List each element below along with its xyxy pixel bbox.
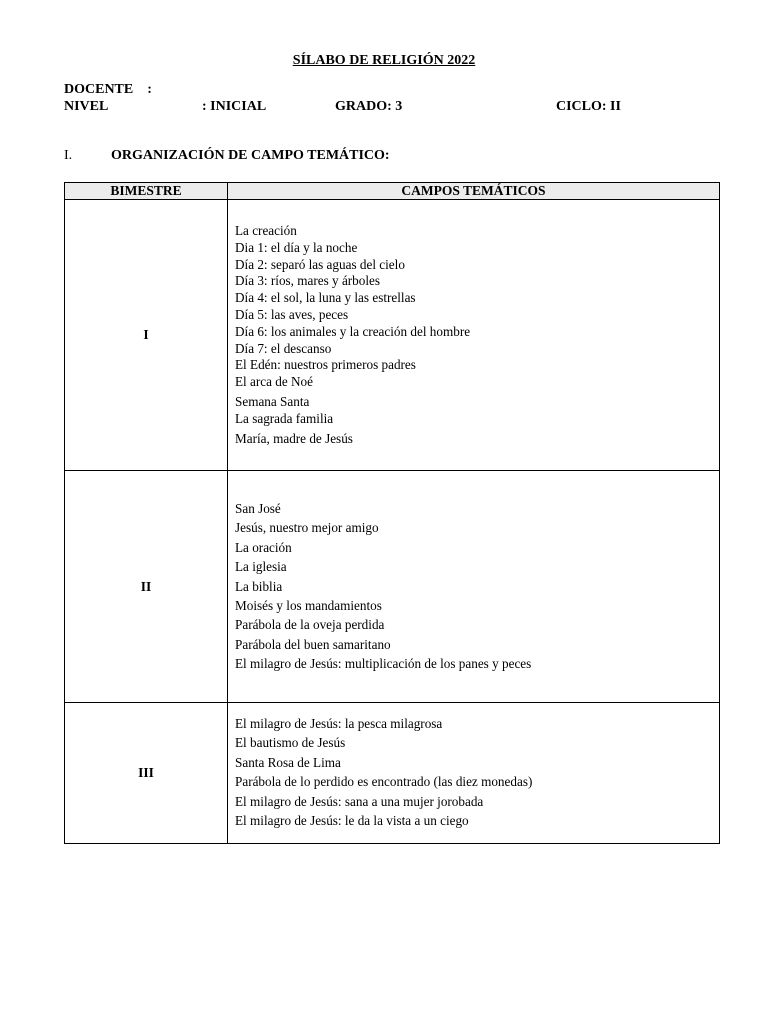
list-item: El Edén: nuestros primeros padres <box>235 357 416 373</box>
table-row <box>65 200 720 471</box>
list-item: Día 7: el descanso <box>235 340 332 356</box>
nivel-label: NIVEL <box>64 99 109 114</box>
list-item: La iglesia <box>235 559 287 575</box>
list-item: La biblia <box>235 578 283 594</box>
list-item: Moisés y los mandamientos <box>235 598 382 614</box>
topic-list <box>228 471 719 674</box>
list-item: Parábola de lo perdido es encontrado (las diez monedas) <box>235 774 533 790</box>
column-header-campos: CAMPOS TEMÁTICOS <box>228 183 720 200</box>
list-item: Semana Santa <box>235 393 310 409</box>
topics-cell <box>228 471 720 703</box>
list-item: La sagrada familia <box>235 410 334 426</box>
list-item: Santa Rosa de Lima <box>235 754 341 770</box>
list-item: El arca de Noé <box>235 374 313 390</box>
section-number: I. <box>64 148 73 163</box>
grado-value: GRADO: 3 <box>335 99 403 114</box>
list-item: Dia 1: el día y la noche <box>235 239 358 255</box>
section-title: ORGANIZACIÓN DE CAMPO TEMÁTICO: <box>111 148 390 163</box>
topics-cell <box>228 200 720 471</box>
topic-list <box>228 703 719 830</box>
document-title: SÍLABO DE RELIGIÓN 2022 <box>292 53 476 68</box>
table-row <box>65 703 720 844</box>
list-item: El milagro de Jesús: la pesca milagrosa <box>235 716 443 731</box>
nivel-value: : INICIAL <box>202 99 267 114</box>
bimestre-cell: I <box>65 200 228 471</box>
column-header-bimestre: BIMESTRE <box>65 183 228 200</box>
list-item: Jesús, nuestro mejor amigo <box>235 520 379 536</box>
topic-list <box>228 200 719 447</box>
list-item: María, madre de Jesús <box>235 430 353 446</box>
list-item: El bautismo de Jesús <box>235 735 346 751</box>
topics-cell <box>228 703 720 844</box>
list-item: Día 3: ríos, mares y árboles <box>235 273 381 289</box>
list-item: Día 6: los animales y la creación del hombre <box>235 323 471 339</box>
list-item: La oración <box>235 539 292 555</box>
list-item: San José <box>235 501 281 516</box>
bimestre-cell: III <box>65 703 228 844</box>
table-row <box>65 471 720 703</box>
list-item: Día 4: el sol, la luna y las estrellas <box>235 290 416 306</box>
list-item: El milagro de Jesús: le da la vista a un ciego <box>235 813 469 829</box>
table-header-row <box>65 183 720 200</box>
list-item: Parábola del buen samaritano <box>235 636 391 652</box>
list-item: La creación <box>235 223 297 238</box>
list-item: El milagro de Jesús: sana a una mujer jorobada <box>235 793 484 809</box>
list-item: El milagro de Jesús: multiplicación de los panes y peces <box>235 656 532 672</box>
docente-label: DOCENTE : <box>64 82 152 97</box>
bimestre-cell: II <box>65 471 228 703</box>
list-item: Día 5: las aves, peces <box>235 306 349 322</box>
list-item: Parábola de la oveja perdida <box>235 617 385 633</box>
list-item: Día 2: separó las aguas del cielo <box>235 256 405 272</box>
ciclo-value: CICLO: II <box>556 99 621 114</box>
thematic-table <box>64 182 720 844</box>
